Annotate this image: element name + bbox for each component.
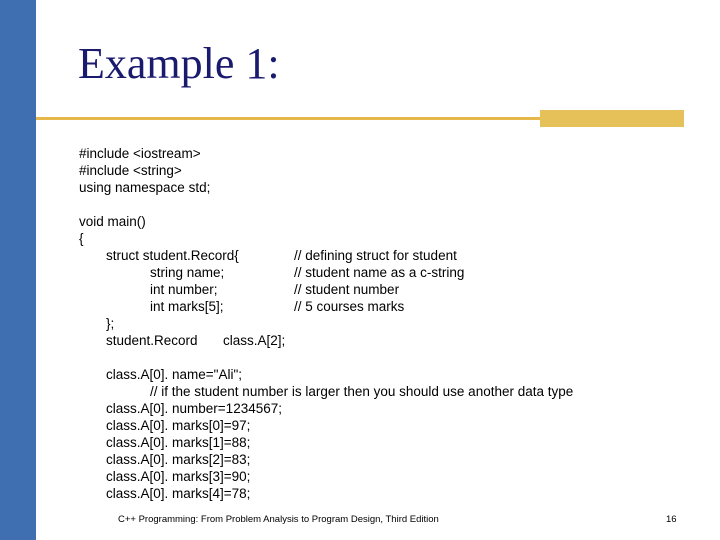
footer-text: C++ Programming: From Problem Analysis to Program Design, Third Edition bbox=[118, 514, 439, 525]
code-line: class.A[0]. marks[4]=78; bbox=[106, 486, 251, 501]
code-comment: // student name as a c-string bbox=[294, 265, 465, 280]
code-line: class.A[2]; bbox=[223, 333, 286, 348]
code-line: class.A[0]. marks[1]=88; bbox=[106, 435, 251, 450]
code-line: }; bbox=[106, 316, 115, 331]
title-underline bbox=[36, 117, 540, 120]
code-line: void main() bbox=[79, 214, 146, 229]
code-line: { bbox=[79, 231, 84, 246]
code-line: struct student.Record{ bbox=[106, 248, 239, 263]
code-line: student.Record bbox=[106, 333, 198, 348]
code-line: string name; bbox=[150, 265, 225, 280]
code-comment: // student number bbox=[294, 282, 400, 297]
code-line: class.A[0]. marks[3]=90; bbox=[106, 469, 251, 484]
code-line: int number; bbox=[150, 282, 218, 297]
code-comment: // if the student number is larger then you should use another data type bbox=[150, 384, 574, 399]
slide-title: Example 1: bbox=[78, 39, 280, 88]
code-line: class.A[0]. name="Ali"; bbox=[106, 367, 243, 382]
code-line: class.A[0]. marks[2]=83; bbox=[106, 452, 251, 467]
code-line: int marks[5]; bbox=[150, 299, 224, 314]
code-comment: // defining struct for student bbox=[294, 248, 457, 263]
title-accent-block bbox=[540, 110, 684, 127]
code-line: class.A[0]. number=1234567; bbox=[106, 401, 282, 416]
code-line: #include <iostream> bbox=[79, 146, 201, 161]
code-line: #include <string> bbox=[79, 163, 182, 178]
code-line: using namespace std; bbox=[79, 180, 211, 195]
code-line: class.A[0]. marks[0]=97; bbox=[106, 418, 251, 433]
page-number: 16 bbox=[666, 514, 677, 525]
code-comment: // 5 courses marks bbox=[294, 299, 405, 314]
left-accent-bar bbox=[0, 0, 36, 540]
